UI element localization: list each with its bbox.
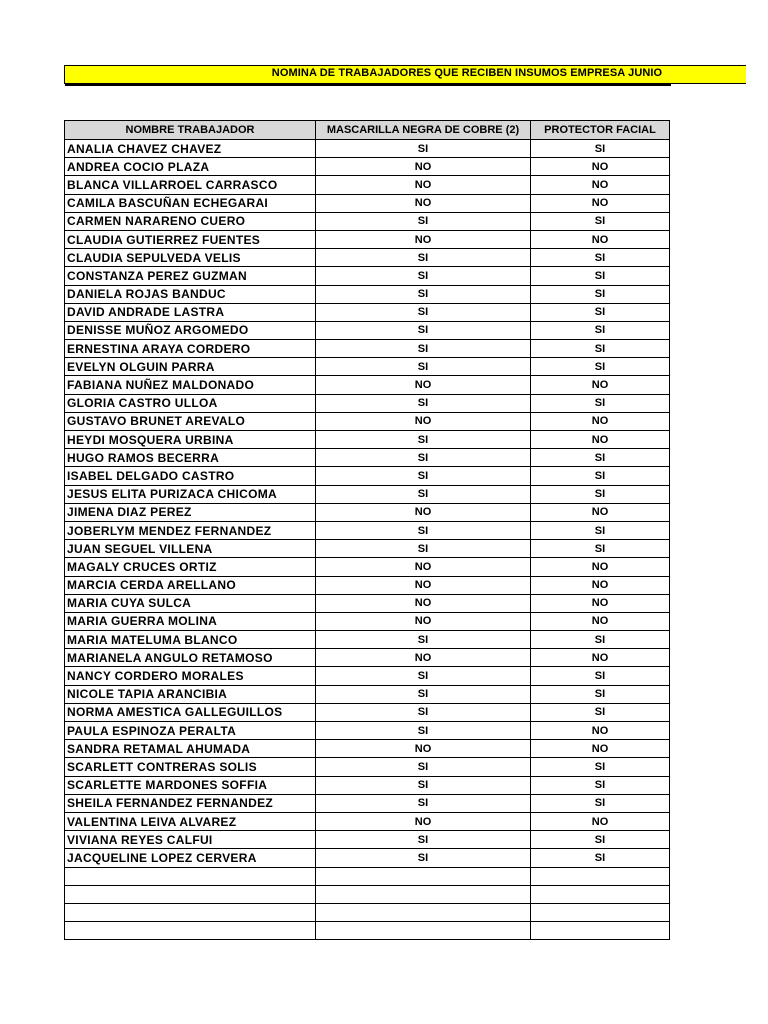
mask-cell: SI: [316, 358, 531, 376]
table-row: [65, 558, 670, 576]
worker-name-cell: JESUS ELITA PURIZACA CHICOMA: [65, 485, 316, 503]
table-row: [65, 576, 670, 594]
worker-name-cell: NORMA AMESTICA GALLEGUILLOS: [65, 703, 316, 721]
mask-cell: SI: [316, 249, 531, 267]
face-shield-cell: SI: [531, 303, 670, 321]
mask-cell: NO: [316, 594, 531, 612]
face-shield-cell: SI: [531, 849, 670, 867]
table-row: [65, 812, 670, 830]
worker-name-cell: CARMEN NARARENO CUERO: [65, 212, 316, 230]
face-shield-cell: SI: [531, 776, 670, 794]
face-shield-cell: NO: [531, 576, 670, 594]
face-shield-cell: NO: [531, 812, 670, 830]
face-shield-cell: SI: [531, 340, 670, 358]
mask-cell: NO: [316, 576, 531, 594]
mask-cell: NO: [316, 503, 531, 521]
face-shield-cell: SI: [531, 685, 670, 703]
worker-name-cell: PAULA ESPINOZA PERALTA: [65, 722, 316, 740]
table-row: [65, 631, 670, 649]
table-row: [65, 412, 670, 430]
mask-cell: SI: [316, 521, 531, 539]
worker-name-cell: [65, 867, 316, 885]
header-mask: MASCARILLA NEGRA DE COBRE (2): [316, 121, 531, 140]
face-shield-cell: NO: [531, 740, 670, 758]
mask-cell: SI: [316, 394, 531, 412]
table-row: [65, 703, 670, 721]
mask-cell: SI: [316, 340, 531, 358]
mask-cell: NO: [316, 558, 531, 576]
sheet-title: NOMINA DE TRABAJADORES QUE RECIBEN INSUMOS EMPRESA JUNIO: [271, 67, 663, 79]
title-bar: [64, 65, 746, 84]
table-row: [65, 340, 670, 358]
table-row: [65, 285, 670, 303]
worker-name-cell: MARIA CUYA SULCA: [65, 594, 316, 612]
mask-cell: SI: [316, 685, 531, 703]
mask-cell: SI: [316, 212, 531, 230]
mask-cell: [316, 867, 531, 885]
table-row: [65, 540, 670, 558]
table-row: [65, 867, 670, 885]
mask-cell: NO: [316, 612, 531, 630]
mask-cell: SI: [316, 831, 531, 849]
mask-cell: [316, 903, 531, 921]
mask-cell: [316, 885, 531, 903]
worker-name-cell: DENISSE MUÑOZ ARGOMEDO: [65, 321, 316, 339]
face-shield-cell: NO: [531, 612, 670, 630]
face-shield-cell: SI: [531, 321, 670, 339]
table-row: [65, 794, 670, 812]
face-shield-cell: [531, 885, 670, 903]
table-row: [65, 885, 670, 903]
mask-cell: SI: [316, 849, 531, 867]
face-shield-cell: SI: [531, 285, 670, 303]
worker-name-cell: DANIELA ROJAS BANDUC: [65, 285, 316, 303]
table-row: [65, 394, 670, 412]
mask-cell: SI: [316, 758, 531, 776]
worker-name-cell: MARIA GUERRA MOLINA: [65, 612, 316, 630]
worker-name-cell: GLORIA CASTRO ULLOA: [65, 394, 316, 412]
worker-name-cell: JUAN SEGUEL VILLENA: [65, 540, 316, 558]
mask-cell: NO: [316, 376, 531, 394]
table-row: [65, 212, 670, 230]
table-row: [65, 376, 670, 394]
face-shield-cell: NO: [531, 722, 670, 740]
face-shield-cell: SI: [531, 485, 670, 503]
face-shield-cell: NO: [531, 230, 670, 248]
table-row: [65, 722, 670, 740]
mask-cell: SI: [316, 267, 531, 285]
worker-name-cell: VIVIANA REYES CALFUI: [65, 831, 316, 849]
face-shield-cell: SI: [531, 267, 670, 285]
worker-name-cell: BLANCA VILLARROEL CARRASCO: [65, 176, 316, 194]
face-shield-cell: SI: [531, 358, 670, 376]
worker-name-cell: [65, 903, 316, 921]
worker-name-cell: SCARLETTE MARDONES SOFFIA: [65, 776, 316, 794]
worker-name-cell: MARIANELA ANGULO RETAMOSO: [65, 649, 316, 667]
mask-cell: SI: [316, 794, 531, 812]
face-shield-cell: SI: [531, 540, 670, 558]
table-row: [65, 849, 670, 867]
face-shield-cell: SI: [531, 794, 670, 812]
table-row: [65, 267, 670, 285]
mask-cell: NO: [316, 740, 531, 758]
table-row: [65, 685, 670, 703]
worker-name-cell: SANDRA RETAMAL AHUMADA: [65, 740, 316, 758]
table-row: [65, 158, 670, 176]
face-shield-cell: SI: [531, 831, 670, 849]
worker-name-cell: ANALIA CHAVEZ CHAVEZ: [65, 140, 316, 158]
worker-name-cell: JOBERLYM MENDEZ FERNANDEZ: [65, 521, 316, 539]
worker-name-cell: ERNESTINA ARAYA CORDERO: [65, 340, 316, 358]
table-row: [65, 358, 670, 376]
worker-name-cell: GUSTAVO BRUNET AREVALO: [65, 412, 316, 430]
header-row: [65, 121, 670, 140]
mask-cell: SI: [316, 140, 531, 158]
mask-cell: SI: [316, 540, 531, 558]
mask-cell: SI: [316, 321, 531, 339]
face-shield-cell: NO: [531, 594, 670, 612]
table-row: [65, 230, 670, 248]
worker-name-cell: DAVID ANDRADE LASTRA: [65, 303, 316, 321]
worker-name-cell: NICOLE TAPIA ARANCIBIA: [65, 685, 316, 703]
worker-name-cell: ANDREA COCIO PLAZA: [65, 158, 316, 176]
table-row: [65, 176, 670, 194]
workers-table: [64, 120, 670, 940]
worker-name-cell: CLAUDIA SEPULVEDA VELIS: [65, 249, 316, 267]
table-row: [65, 485, 670, 503]
table-row: [65, 740, 670, 758]
worker-name-cell: FABIANA NUÑEZ MALDONADO: [65, 376, 316, 394]
face-shield-cell: [531, 903, 670, 921]
mask-cell: SI: [316, 449, 531, 467]
face-shield-cell: SI: [531, 521, 670, 539]
table-row: [65, 194, 670, 212]
mask-cell: SI: [316, 467, 531, 485]
worker-name-cell: CONSTANZA PEREZ GUZMAN: [65, 267, 316, 285]
face-shield-cell: SI: [531, 449, 670, 467]
worker-name-cell: MAGALY CRUCES ORTIZ: [65, 558, 316, 576]
table-row: [65, 758, 670, 776]
face-shield-cell: SI: [531, 467, 670, 485]
worker-name-cell: JIMENA DIAZ PEREZ: [65, 503, 316, 521]
table-row: [65, 831, 670, 849]
table-row: [65, 776, 670, 794]
face-shield-cell: NO: [531, 176, 670, 194]
worker-name-cell: SHEILA FERNANDEZ FERNANDEZ: [65, 794, 316, 812]
table-row: [65, 303, 670, 321]
worker-name-cell: [65, 885, 316, 903]
mask-cell: SI: [316, 703, 531, 721]
worker-name-cell: [65, 922, 316, 940]
mask-cell: NO: [316, 412, 531, 430]
worker-name-cell: JACQUELINE LOPEZ CERVERA: [65, 849, 316, 867]
mask-cell: SI: [316, 431, 531, 449]
table-row: [65, 503, 670, 521]
table-row: [65, 467, 670, 485]
header-name: NOMBRE TRABAJADOR: [65, 121, 316, 140]
worker-name-cell: NANCY CORDERO MORALES: [65, 667, 316, 685]
mask-cell: SI: [316, 722, 531, 740]
mask-cell: SI: [316, 667, 531, 685]
face-shield-cell: NO: [531, 649, 670, 667]
face-shield-cell: SI: [531, 140, 670, 158]
face-shield-cell: SI: [531, 667, 670, 685]
table-row: [65, 140, 670, 158]
worker-name-cell: MARIA MATELUMA BLANCO: [65, 631, 316, 649]
face-shield-cell: NO: [531, 194, 670, 212]
mask-cell: [316, 922, 531, 940]
face-shield-cell: SI: [531, 394, 670, 412]
mask-cell: SI: [316, 631, 531, 649]
worker-name-cell: CLAUDIA GUTIERREZ FUENTES: [65, 230, 316, 248]
mask-cell: SI: [316, 485, 531, 503]
face-shield-cell: SI: [531, 212, 670, 230]
face-shield-cell: NO: [531, 503, 670, 521]
table-row: [65, 449, 670, 467]
mask-cell: NO: [316, 230, 531, 248]
worker-name-cell: MARCIA CERDA ARELLANO: [65, 576, 316, 594]
table-row: [65, 521, 670, 539]
table-row: [65, 649, 670, 667]
face-shield-cell: SI: [531, 249, 670, 267]
worker-name-cell: CAMILA BASCUÑAN ECHEGARAI: [65, 194, 316, 212]
header-face-shield: PROTECTOR FACIAL: [531, 121, 670, 140]
face-shield-cell: NO: [531, 558, 670, 576]
table-row: [65, 431, 670, 449]
face-shield-cell: NO: [531, 431, 670, 449]
face-shield-cell: SI: [531, 758, 670, 776]
mask-cell: SI: [316, 776, 531, 794]
table-row: [65, 249, 670, 267]
face-shield-cell: [531, 922, 670, 940]
worker-name-cell: VALENTINA LEIVA ALVAREZ: [65, 812, 316, 830]
mask-cell: NO: [316, 649, 531, 667]
mask-cell: NO: [316, 194, 531, 212]
table-row: [65, 922, 670, 940]
mask-cell: NO: [316, 176, 531, 194]
face-shield-cell: SI: [531, 631, 670, 649]
mask-cell: NO: [316, 812, 531, 830]
title-underline: [65, 84, 671, 86]
face-shield-cell: [531, 867, 670, 885]
worker-name-cell: EVELYN OLGUIN PARRA: [65, 358, 316, 376]
face-shield-cell: NO: [531, 412, 670, 430]
mask-cell: NO: [316, 158, 531, 176]
table-row: [65, 612, 670, 630]
worker-name-cell: SCARLETT CONTRERAS SOLIS: [65, 758, 316, 776]
face-shield-cell: NO: [531, 376, 670, 394]
table-row: [65, 903, 670, 921]
worker-name-cell: HEYDI MOSQUERA URBINA: [65, 431, 316, 449]
table-row: [65, 594, 670, 612]
table-row: [65, 667, 670, 685]
face-shield-cell: NO: [531, 158, 670, 176]
worker-name-cell: ISABEL DELGADO CASTRO: [65, 467, 316, 485]
table-row: [65, 321, 670, 339]
mask-cell: SI: [316, 285, 531, 303]
mask-cell: SI: [316, 303, 531, 321]
face-shield-cell: SI: [531, 703, 670, 721]
worker-name-cell: HUGO RAMOS BECERRA: [65, 449, 316, 467]
